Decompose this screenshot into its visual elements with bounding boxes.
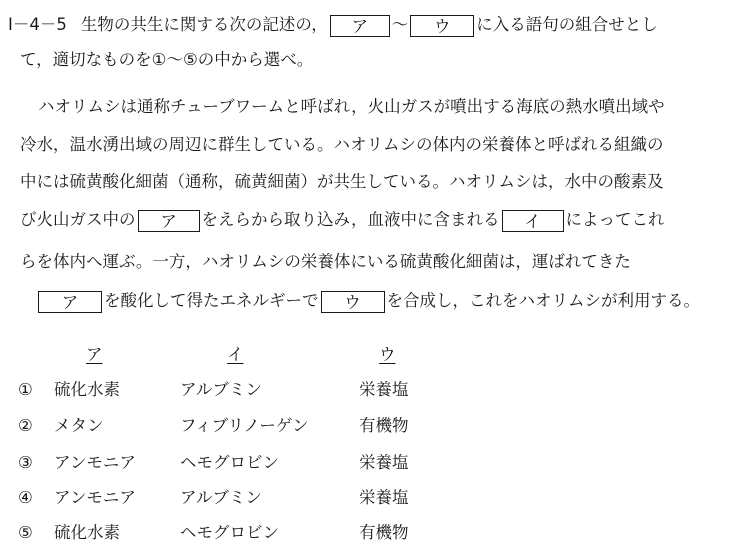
passage-line-6-part-2: を合成し，これをハオリムシが利用する。: [386, 291, 700, 310]
header-a: ア: [86, 345, 103, 364]
blank-i-box: イ: [502, 210, 564, 232]
choice-u: 栄養塩: [359, 488, 409, 507]
choice-number: ①: [18, 380, 33, 399]
blank-a-box: ア: [38, 291, 102, 313]
choice-i: ヘモグロビン: [180, 523, 279, 542]
passage-line-6-part-1: を酸化して得たエネルギーで: [104, 291, 319, 310]
choice-a: 硫化水素: [54, 523, 120, 542]
choice-i: フィブリノーゲン: [180, 416, 309, 435]
choice-i: アルブミン: [180, 380, 262, 399]
choice-i: アルブミン: [180, 488, 262, 507]
choice-row[interactable]: [18, 378, 738, 402]
choice-a: 硫化水素: [54, 380, 120, 399]
range-separator: ～: [391, 15, 409, 34]
passage-line-4: [20, 208, 665, 232]
choice-i: ヘモグロビン: [180, 453, 279, 472]
question-line-1: [8, 13, 658, 37]
passage-line-6: [36, 289, 700, 313]
choice-number: ③: [18, 453, 33, 472]
blank-a-box: ア: [330, 15, 390, 37]
header-u: ウ: [379, 345, 396, 364]
choice-u: 栄養塩: [359, 453, 409, 472]
header-i: イ: [227, 345, 244, 364]
choice-row[interactable]: [18, 451, 738, 475]
choice-u: 栄養塩: [359, 380, 409, 399]
choice-u: 有機物: [359, 523, 409, 542]
choice-a: メタン: [54, 416, 104, 435]
passage-line-4-part-1: び火山ガス中の: [20, 210, 136, 229]
choice-number: ⑤: [18, 523, 33, 542]
passage-line-3: 中には硫黄酸化細菌（通称，硫黄細菌）が共生している。ハオリムシは，水中の酸素及: [20, 172, 664, 191]
passage-line-4-part-2: をえらから取り込み，血液中に含まれる: [201, 210, 500, 229]
question-number: I－4－5: [8, 15, 67, 34]
question-text-tail: に入る語句の組合せとし: [476, 15, 658, 34]
choice-row[interactable]: [18, 521, 738, 545]
passage-line-2: 冷水，温水湧出域の周辺に群生している。ハオリムシの体内の栄養体と呼ばれる組織の: [20, 135, 664, 154]
choice-row[interactable]: [18, 414, 738, 438]
blank-u-box: ウ: [321, 291, 385, 313]
choice-row[interactable]: [18, 486, 738, 510]
blank-a-box: ア: [138, 210, 200, 232]
passage-line-1: ハオリムシは通称チューブワームと呼ばれ，火山ガスが噴出する海底の熱水噴出域や: [38, 97, 665, 116]
choice-number: ②: [18, 416, 33, 435]
blank-u-box: ウ: [410, 15, 474, 37]
choice-a: アンモニア: [54, 488, 136, 507]
passage-line-5: らを体内へ運ぶ。一方，ハオリムシの栄養体にいる硫黄酸化細菌は，運ばれてきた: [20, 252, 631, 271]
choice-number: ④: [18, 488, 33, 507]
choice-a: アンモニア: [54, 453, 136, 472]
choice-u: 有機物: [359, 416, 409, 435]
question-text: 生物の共生に関する次の記述の，: [80, 15, 328, 34]
passage-line-4-part-3: によってこれ: [565, 210, 665, 229]
question-line-2: [20, 48, 313, 72]
question-instruction: て，適切なものを①～⑤の中から選べ。: [20, 50, 314, 69]
